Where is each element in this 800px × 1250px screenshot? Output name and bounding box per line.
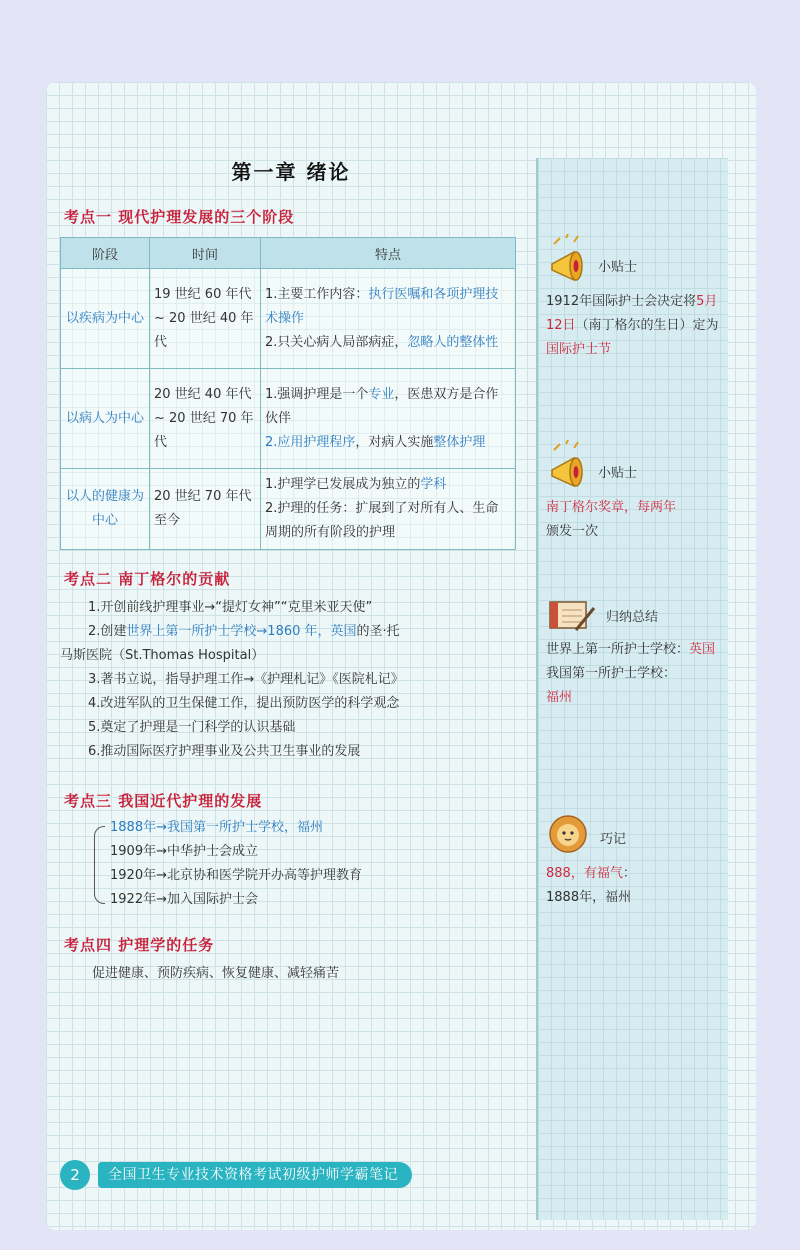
- list-item: 3.著书立说，指导护理工作→《护理札记》《医院札记》: [88, 672, 404, 687]
- feature-highlight: 执行医嘱和各项护理技术操作: [265, 286, 499, 326]
- time-cell: 19 世纪 60 年代 ~ 20 世纪 40 年代: [150, 269, 261, 369]
- notebook-icon: [546, 594, 598, 634]
- tip-highlight: 5月12日: [546, 294, 718, 333]
- feature-highlight: 专业: [368, 386, 395, 402]
- header-features: 特点: [261, 238, 516, 269]
- feature-text: 1.护理学已发展成为独立的: [265, 477, 421, 492]
- feature-text: 1.主要工作内容：: [265, 286, 369, 302]
- lion-icon: [546, 810, 592, 856]
- header-time: 时间: [150, 238, 261, 269]
- summary-highlight: 福州: [546, 690, 573, 705]
- stages-table: [60, 237, 516, 550]
- list-item: 6.推动国际医疗护理事业及公共卫生事业的发展: [88, 744, 361, 759]
- tip-label: 小贴士: [598, 466, 638, 481]
- section-heading-3: 考点三 我国近代护理的发展: [64, 792, 263, 810]
- time-cell: 20 世纪 70 年代至今: [150, 469, 261, 550]
- feature-highlight: 整体护理: [433, 434, 486, 450]
- list-item: 5.奠定了护理是一门科学的认识基础: [88, 720, 296, 735]
- stage-cell: 以人的健康为中心: [61, 469, 150, 550]
- list-item-continued: 马斯医院（St.Thomas Hospital）: [60, 648, 265, 663]
- timeline-list: [92, 816, 362, 912]
- summary-text: 世界上第一所护士学校：: [546, 642, 690, 657]
- summary-text: 我国第一所护士学校：: [546, 666, 677, 681]
- section-heading-4: 考点四 护理学的任务: [64, 936, 215, 954]
- mnemonic-text: ：: [622, 866, 636, 881]
- mnemonic-label: 巧记: [600, 832, 627, 847]
- item-highlight: 世界上第一所护士学校→1860 年，英国: [126, 624, 357, 639]
- timeline-item: 1888年→我国第一所护士学校，福州: [110, 820, 323, 835]
- feature-highlight: 忽略人的整体性: [407, 334, 499, 350]
- tip-box-2: [546, 438, 722, 544]
- chapter-title: 第一章 绪论: [231, 160, 351, 184]
- notebook-page: [46, 82, 756, 1230]
- feature-text: 1.强调护理是一个: [265, 386, 369, 402]
- megaphone-icon: [546, 440, 590, 490]
- feature-text: ，对病人实施: [355, 434, 434, 450]
- table-row: [61, 269, 516, 369]
- features-cell: [261, 269, 516, 369]
- feature-text: ，医患双方是合作伙伴: [265, 386, 499, 426]
- page-number: 2: [60, 1160, 90, 1190]
- table-header-row: [61, 238, 516, 269]
- header-stage: 阶段: [61, 238, 150, 269]
- megaphone-icon: [546, 234, 590, 284]
- timeline-item: 1922年→加入国际护士会: [110, 892, 258, 907]
- timeline-item: 1920年→北京协和医学院开办高等护理教育: [110, 868, 362, 883]
- table-row: [61, 369, 516, 469]
- feature-text: 2.护理的任务：扩展到了对所有人、生命周期的所有阶段的护理: [265, 501, 499, 540]
- mnemonic-text: 1888年，福州: [546, 890, 632, 905]
- mnemonic-highlight: 888，有福气: [546, 866, 623, 881]
- nightingale-list: [60, 596, 404, 764]
- list-item: [88, 620, 404, 644]
- time-cell: 20 世纪 40 年代 ~ 20 世纪 70 年代: [150, 369, 261, 469]
- summary-label: 归纳总结: [606, 610, 659, 625]
- tip-text: 1912年国际护士会决定将: [546, 294, 697, 309]
- feature-highlight: 2.应用护理程序: [265, 434, 356, 450]
- table-row: [61, 469, 516, 550]
- summary-box: [546, 582, 722, 710]
- tip-text: （南丁格尔的生日）定为: [575, 318, 719, 333]
- section-heading-1: 考点一 现代护理发展的三个阶段: [64, 208, 295, 226]
- list-item: 4.改进军队的卫生保健工作，提出预防医学的科学观念: [88, 696, 400, 711]
- list-item: 1.开创前线护理事业→“提灯女神”“克里米亚天使”: [88, 600, 373, 615]
- features-cell: [261, 369, 516, 469]
- stage-cell: 以病人为中心: [61, 369, 150, 469]
- section-heading-2: 考点二 南丁格尔的贡献: [64, 570, 231, 588]
- item-text: 的圣·托: [356, 624, 400, 639]
- timeline-item: 1909年→中华护士会成立: [110, 844, 258, 859]
- tip-highlight: 南丁格尔奖章，每两年: [546, 500, 677, 515]
- mnemonic-box: [546, 804, 722, 910]
- nursing-tasks: 促进健康、预防疾病、恢复健康、减轻痛苦: [92, 966, 340, 981]
- item-text: 2.创建: [88, 624, 127, 639]
- features-cell: [261, 469, 516, 550]
- stage-cell: 以疾病为中心: [61, 269, 150, 369]
- tip-box-1: [546, 232, 722, 362]
- feature-text: 2.只关心病人局部病症，: [265, 334, 408, 350]
- summary-highlight: 英国: [689, 642, 716, 657]
- feature-highlight: 学科: [420, 477, 447, 492]
- book-title-banner: 全国卫生专业技术资格考试初级护师学霸笔记: [98, 1162, 412, 1188]
- tip-label: 小贴士: [598, 260, 638, 275]
- tip-highlight: 国际护士节: [546, 342, 612, 357]
- tip-text: 颁发一次: [546, 524, 599, 539]
